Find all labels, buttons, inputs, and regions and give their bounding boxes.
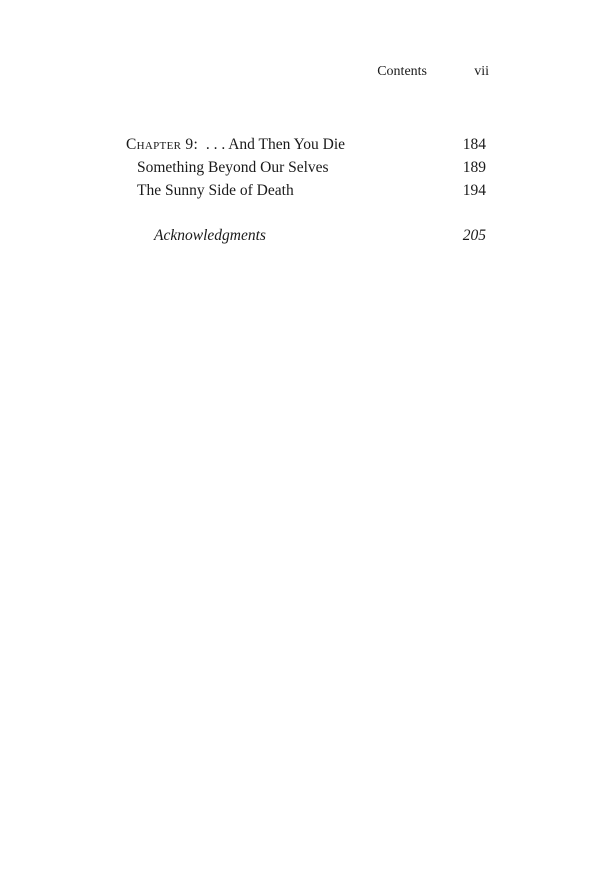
chapter-label: Chapter 9: [126,136,199,153]
section-title: Something Beyond Our Selves [137,159,329,176]
section-title: The Sunny Side of Death [137,182,294,199]
toc-page-number: 194 [462,182,486,199]
toc-entry-section [0,180,600,202]
page-folio: vii [474,64,489,79]
running-head-title: Contents [377,64,427,79]
chapter-title: . . . And Then You Die [205,136,346,153]
toc-entry-chapter [0,134,600,156]
toc-chapter-entry [126,134,345,156]
toc-page-number: 184 [462,136,486,153]
toc-entry-section [0,157,600,179]
back-matter-title: Acknowledgments [154,227,266,244]
toc-page-number: 189 [462,159,486,176]
running-head [0,64,600,84]
toc-page-number: 205 [462,227,486,244]
toc-entry-back-matter [0,225,600,247]
